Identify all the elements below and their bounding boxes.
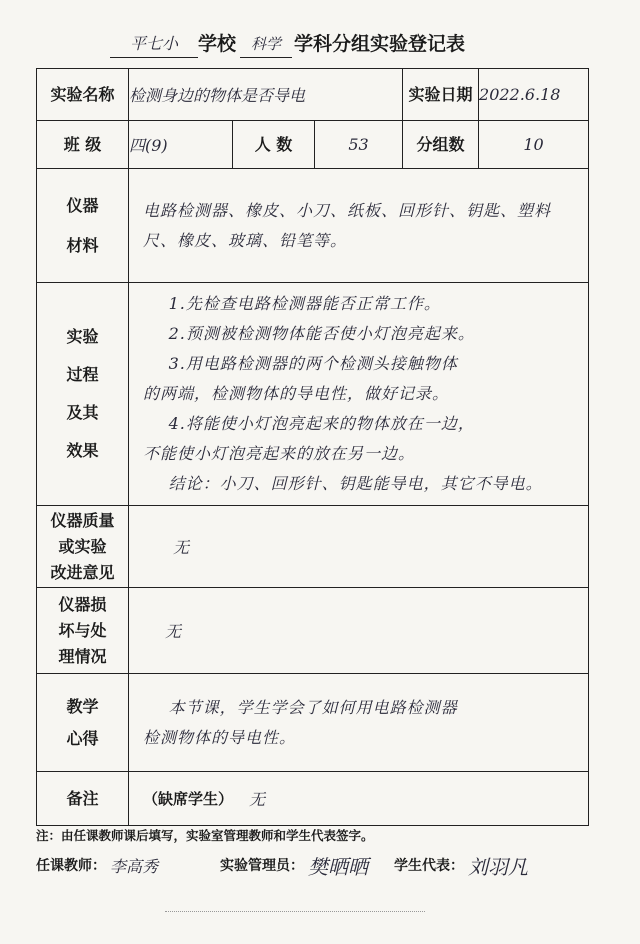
student-label: 学生代表： <box>394 858 465 874</box>
teaching-line: 检测物体的导电性。 <box>143 727 297 747</box>
remark-content <box>129 787 588 810</box>
manager-label: 实验管理员： <box>220 858 305 874</box>
process-line: 3.用电路检测器的两个检测头接触物体 <box>168 354 458 373</box>
teaching-label-line: 心得 <box>66 728 99 748</box>
subject-name: 科学 <box>240 31 292 58</box>
groups-value: 10 <box>479 121 589 169</box>
count-value: 53 <box>315 121 403 169</box>
row-remark <box>37 772 589 826</box>
remark-label: 备注 <box>37 772 129 826</box>
class-label: 班 级 <box>37 121 129 169</box>
name-label: 实验名称 <box>37 69 129 121</box>
quality-label-line: 或实验 <box>58 536 107 556</box>
process-line: 2.预测被检测物体能否使小灯泡亮起来。 <box>168 324 475 343</box>
process-line: 1.先检查电路检测器能否正常工作。 <box>168 294 441 313</box>
teaching-text <box>129 674 589 772</box>
row-class <box>37 121 589 169</box>
damage-value: 无 <box>129 588 589 674</box>
row-teaching <box>37 674 589 772</box>
teacher-label: 任课教师： <box>36 858 106 874</box>
footer-note: 注：由任课教师课后填写，实验室管理教师和学生代表签字。 <box>36 828 374 843</box>
school-name: 平七小 <box>110 31 198 58</box>
student-signature: 刘羽凡 <box>468 854 529 879</box>
quality-label-line: 改进意见 <box>50 562 115 582</box>
experiment-table <box>36 68 589 826</box>
process-label-line: 实验 <box>66 327 99 346</box>
count-label: 人 数 <box>233 121 315 169</box>
teaching-line: 本节课，学生学会了如何用电路检测器 <box>168 697 458 717</box>
date-label: 实验日期 <box>403 69 479 121</box>
equipment-label-line: 仪器 <box>66 195 99 215</box>
equipment-text: 电路检测器、橡皮、小刀、纸板、回形针、钥匙、塑料尺、橡皮、玻璃、铅笔等。 <box>129 169 589 283</box>
process-line: 的两端，检测物体的导电性，做好记录。 <box>143 384 450 403</box>
absent-students-label: （缺席学生） <box>143 790 234 808</box>
name-value: 检测身边的物体是否导电 <box>129 69 403 121</box>
date-value: 2022.6.18 <box>479 69 589 121</box>
process-line: 结论：小刀、回形针、钥匙能导电，其它不导电。 <box>168 474 543 493</box>
form-title <box>110 22 465 58</box>
process-label <box>37 283 129 506</box>
equipment-label <box>37 169 129 283</box>
damage-label-line: 坏与处 <box>58 620 107 640</box>
row-damage <box>37 588 589 674</box>
teaching-label <box>37 674 129 772</box>
groups-label: 分组数 <box>403 121 479 169</box>
teaching-label-line: 教学 <box>66 696 99 716</box>
manager-signature: 樊晒晒 <box>308 854 369 879</box>
title-suffix: 学科分组实验登记表 <box>294 33 466 55</box>
damage-label-line: 仪器损 <box>58 594 107 614</box>
process-label-line: 过程 <box>66 365 99 384</box>
quality-label-line: 仪器质量 <box>50 510 115 530</box>
process-line: 不能使小灯泡亮起来的放在另一边。 <box>143 444 416 463</box>
damage-label-line: 理情况 <box>58 646 107 666</box>
school-label: 学校 <box>198 33 237 55</box>
teacher-signature: 李高秀 <box>110 856 159 876</box>
process-text <box>129 283 589 506</box>
row-process <box>37 283 589 506</box>
process-line: 4.将能使小灯泡亮起来的物体放在一边， <box>168 414 475 433</box>
absent-students-value: 无 <box>249 790 266 809</box>
row-quality <box>37 506 589 588</box>
process-label-line: 效果 <box>66 441 99 460</box>
class-value: 四(9) <box>129 121 233 169</box>
damage-label <box>37 588 129 674</box>
row-equipment <box>37 169 589 283</box>
quality-label <box>37 506 129 588</box>
remark-cell <box>129 772 589 826</box>
row-name-date <box>37 69 589 121</box>
equipment-label-line: 材料 <box>66 235 99 255</box>
signature-row <box>36 850 616 880</box>
quality-value: 无 <box>129 506 589 588</box>
paper-edge-marks <box>165 905 425 912</box>
process-label-line: 及其 <box>66 403 99 422</box>
